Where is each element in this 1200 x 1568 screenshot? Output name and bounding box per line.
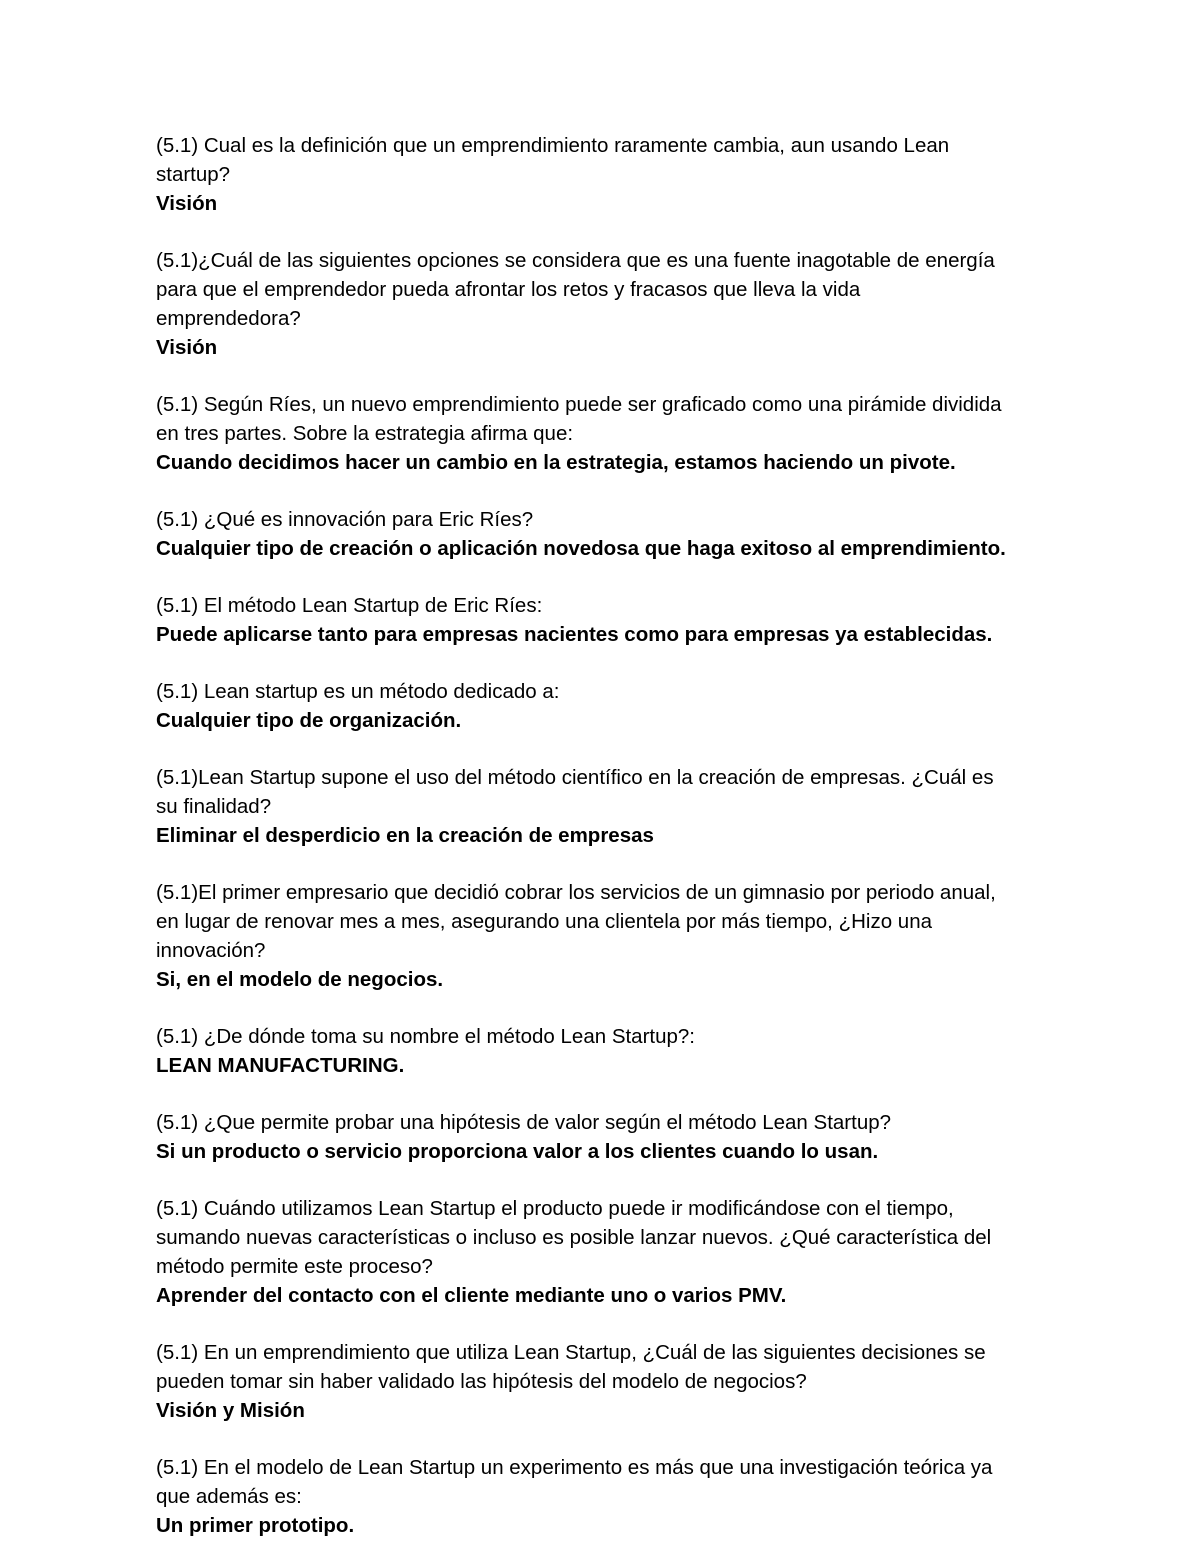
answer-text: Visión y Misión (156, 1399, 305, 1422)
question-line: (5.1) ¿Qué es innovación para Eric Ríes? (156, 508, 534, 531)
qa-item (156, 1108, 1056, 1166)
question-line: en tres partes. Sobre la estrategia afirma que: (156, 422, 574, 445)
question-text (156, 1453, 1056, 1511)
question-line: (5.1)El primer empresario que decidió cobrar los servicios de un gimnasio por periodo anual, (156, 881, 996, 904)
question-line: (5.1) Cuándo utilizamos Lean Startup el producto puede ir modificándose con el tiempo, (156, 1197, 954, 1220)
answer-text: Un primer prototipo. (156, 1514, 355, 1537)
question-line: (5.1) El método Lean Startup de Eric Ríes: (156, 594, 543, 617)
document-page (156, 131, 1056, 1568)
question-line: su finalidad? (156, 795, 272, 818)
question-line: (5.1) Según Ríes, un nuevo emprendimiento puede ser graficado como una pirámide dividida (156, 393, 1002, 416)
qa-item (156, 505, 1056, 563)
answer-text: Visión (156, 192, 218, 215)
question-line: startup? (156, 163, 231, 186)
qa-item (156, 763, 1056, 850)
question-line: (5.1) En el modelo de Lean Startup un experimento es más que una investigación teórica ya (156, 1456, 993, 1479)
question-line: que además es: (156, 1485, 302, 1508)
question-text (156, 763, 1056, 821)
question-text (156, 131, 1056, 189)
question-line: innovación? (156, 939, 266, 962)
question-line: emprendedora? (156, 307, 301, 330)
answer-text: Cualquier tipo de organización. (156, 709, 462, 732)
question-line: (5.1) ¿Que permite probar una hipótesis de valor según el método Lean Startup? (156, 1111, 892, 1134)
qa-item (156, 131, 1056, 218)
question-text (156, 505, 1056, 534)
qa-item (156, 1453, 1056, 1540)
answer-text: Puede aplicarse tanto para empresas nacientes como para empresas ya establecidas. (156, 623, 993, 646)
question-text (156, 1022, 1056, 1051)
answer-text: LEAN MANUFACTURING. (156, 1054, 405, 1077)
qa-item (156, 1022, 1056, 1080)
question-line: método permite este proceso? (156, 1255, 433, 1278)
qa-item (156, 1338, 1056, 1425)
qa-item (156, 591, 1056, 649)
question-line: para que el emprendedor pueda afrontar los retos y fracasos que lleva la vida (156, 278, 861, 301)
answer-text: Eliminar el desperdicio en la creación de empresas (156, 824, 654, 847)
question-text (156, 591, 1056, 620)
answer-text: Si un producto o servicio proporciona valor a los clientes cuando lo usan. (156, 1140, 879, 1163)
question-text (156, 1108, 1056, 1137)
question-line: (5.1) ¿De dónde toma su nombre el método Lean Startup?: (156, 1025, 696, 1048)
qa-item (156, 878, 1056, 994)
answer-text: Aprender del contacto con el cliente mediante uno o varios PMV. (156, 1284, 787, 1307)
question-line: (5.1)¿Cuál de las siguientes opciones se considera que es una fuente inagotable de energía (156, 249, 995, 272)
question-text (156, 878, 1056, 965)
question-text (156, 246, 1056, 333)
question-line: sumando nuevas características o incluso es posible lanzar nuevos. ¿Qué característica del (156, 1226, 992, 1249)
answer-text: Visión (156, 336, 218, 359)
question-line: (5.1) Lean startup es un método dedicado a: (156, 680, 560, 703)
answer-text: Si, en el modelo de negocios. (156, 968, 444, 991)
question-line: (5.1) En un emprendimiento que utiliza Lean Startup, ¿Cuál de las siguientes decisiones se (156, 1341, 986, 1364)
question-line: en lugar de renovar mes a mes, asegurando una clientela por más tiempo, ¿Hizo una (156, 910, 933, 933)
qa-item (156, 246, 1056, 362)
question-text (156, 677, 1056, 706)
question-text (156, 390, 1056, 448)
answer-text: Cuando decidimos hacer un cambio en la estrategia, estamos haciendo un pivote. (156, 451, 956, 474)
qa-item (156, 1194, 1056, 1310)
question-line: (5.1) Cual es la definición que un emprendimiento raramente cambia, aun usando Lean (156, 134, 950, 157)
question-line: (5.1)Lean Startup supone el uso del método científico en la creación de empresas. ¿Cuál es (156, 766, 994, 789)
answer-text: Cualquier tipo de creación o aplicación novedosa que haga exitoso al emprendimiento. (156, 537, 1006, 560)
question-text (156, 1338, 1056, 1396)
qa-item (156, 390, 1056, 477)
qa-item (156, 677, 1056, 735)
question-text (156, 1194, 1056, 1281)
question-line: pueden tomar sin haber validado las hipótesis del modelo de negocios? (156, 1370, 807, 1393)
